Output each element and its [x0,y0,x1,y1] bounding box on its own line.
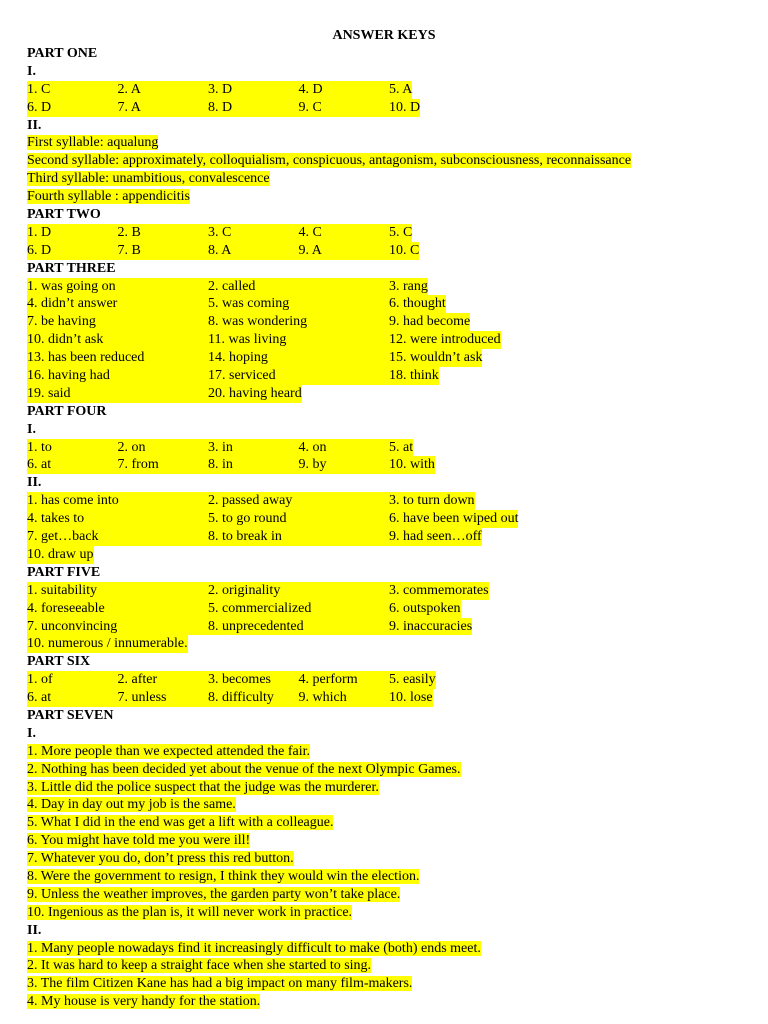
answer-line [27,904,747,922]
answer-row [27,528,747,546]
answer-cell: 8. difficulty [208,689,299,707]
part-six-heading: PART SIX [27,654,91,670]
part-four-heading: PART FOUR [27,403,107,419]
answer-cell: 10. D [389,99,421,115]
answer-cell: 10. C [389,242,420,258]
answer-cell: 3. to turn down [389,493,475,509]
part-four-section-1-label: I. [27,421,36,437]
answer-line [27,850,747,868]
answer-line-text: 8. Were the government to resign, I think they would win the election. [27,868,420,884]
answer-line [27,779,747,797]
answer-line-text: 10. Ingenious as the plan is, it will never work in practice. [27,904,353,920]
answer-line [27,743,747,761]
answer-line-text: 1. More people than we expected attended the fair. [27,743,310,759]
answer-line [27,993,747,1011]
answer-cell: 5. C [389,224,413,240]
answer-cell: 5. at [389,439,414,455]
part-three-heading: PART THREE [27,260,116,276]
answer-cell: 9. A [299,242,390,260]
answer-cell: 3. commemorates [389,582,489,598]
part-seven-section-1-label: I. [27,725,36,741]
part-three-grid [27,278,747,403]
answer-cell: 6. have been wiped out [389,511,519,527]
answer-cell: 2. originality [208,582,389,600]
document-title: ANSWER KEYS [332,28,436,43]
answer-line-text: 9. Unless the weather improves, the garden party won’t take place. [27,886,401,902]
answer-cell: 5. to go round [208,510,389,528]
answer-cell: 7. B [118,242,209,260]
answer-cell: 2. after [118,671,209,689]
answer-cell: 4. takes to [27,510,208,528]
answer-cell: 5. easily [389,672,436,688]
answer-cell: 14. hoping [208,349,389,367]
part-one-section-2-label: II. [27,117,42,133]
answer-row [27,618,747,636]
answer-line-text: 3. Little did the police suspect that the judge was the murderer. [27,779,379,795]
answer-line-text: First syllable: aqualung [27,135,159,151]
answer-cell: 1. D [27,224,118,242]
answer-cell: 15. wouldn’t ask [389,350,483,366]
answer-cell: 6. at [27,689,118,707]
answer-line [27,957,747,975]
answer-cell: 10. with [389,457,435,473]
part-six-grid [27,671,747,707]
answer-cell: 1. has come into [27,492,208,510]
answer-line-text: 5. What I did in the end was get a lift with a colleague. [27,815,334,831]
part-seven-section-2-label: II. [27,922,42,938]
part-seven-heading: PART SEVEN [27,707,114,723]
answer-line [27,134,747,152]
answer-row [27,242,747,260]
answer-cell: 4. D [299,81,390,99]
answer-row [27,224,747,242]
answer-cell: 3. C [208,224,299,242]
answer-line-text: 7. Whatever you do, don’t press this red button. [27,851,294,867]
answer-cell: 1. was going on [27,278,208,296]
answer-cell: 20. having heard [208,385,302,401]
answer-row [27,689,747,707]
answer-cell: 3. rang [389,278,428,294]
answer-cell: 19. said [27,385,208,403]
part-four-section-1-grid [27,439,747,475]
answer-cell: 1. of [27,671,118,689]
answer-line-text: 4. My house is very handy for the station. [27,994,261,1010]
answer-cell: 7. unconvincing [27,618,208,636]
answer-cell: 10. numerous / innumerable. [27,636,188,652]
answer-row [27,456,747,474]
answer-cell: 6. thought [389,296,446,312]
answer-cell: 7. be having [27,313,208,331]
part-five-grid [27,582,747,654]
part-five-heading: PART FIVE [27,564,101,580]
answer-cell: 9. had become [389,314,471,330]
part-four-section-2-grid [27,492,747,564]
answer-cell: 5. A [389,81,413,97]
answer-row [27,81,747,99]
answer-line [27,188,747,206]
answer-cell: 8. to break in [208,528,389,546]
part-four-section-2-label: II. [27,475,42,491]
part-one-heading: PART ONE [27,46,98,61]
answer-line-text: Fourth syllable : appendicitis [27,189,190,205]
answer-cell: 1. C [27,81,118,99]
part-one-section-1-label: I. [27,63,36,79]
part-two-grid [27,224,747,260]
answer-cell: 6. D [27,242,118,260]
answer-line-text: 2. Nothing has been decided yet about the venue of the next Olympic Games. [27,761,461,777]
answer-cell: 10. lose [389,690,433,706]
answer-row [27,582,747,600]
answer-row [27,439,747,457]
answer-cell: 13. has been reduced [27,349,208,367]
answer-line [27,796,747,814]
answer-line [27,940,747,958]
answer-cell: 3. D [208,81,299,99]
answer-line-text: Second syllable: approximately, colloquialism, conspicuous, antagonism, subconsciousness, reconnaissance [27,153,632,169]
answer-cell: 9. had seen…off [389,529,482,545]
answer-row [27,367,747,385]
part-two-heading: PART TWO [27,207,101,223]
answer-cell: 12. were introduced [389,332,501,348]
answer-line-text: 2. It was hard to keep a straight face when she started to sing. [27,958,372,974]
answer-cell: 8. unprecedented [208,618,389,636]
answer-cell: 2. B [118,224,209,242]
part-one-section-2-lines [27,134,747,206]
answer-cell: 3. in [208,439,299,457]
answer-cell: 17. serviced [208,367,389,385]
answer-row [27,278,747,296]
answer-row [27,331,747,349]
answer-cell: 8. was wondering [208,313,389,331]
answer-cell: 10. didn’t ask [27,331,208,349]
answer-row [27,671,747,689]
answer-row [27,385,747,403]
answer-row [27,295,747,313]
answer-cell: 4. C [299,224,390,242]
answer-cell: 7. from [118,456,209,474]
document-body [27,45,747,1011]
answer-cell: 6. at [27,456,118,474]
answer-cell: 5. was coming [208,295,389,313]
answer-row [27,635,747,653]
answer-cell: 4. on [299,439,390,457]
answer-cell: 9. inaccuracies [389,618,473,634]
answer-cell: 5. commercialized [208,600,389,618]
answer-line [27,975,747,993]
answer-cell: 7. unless [118,689,209,707]
answer-cell: 9. C [299,99,390,117]
answer-cell: 7. A [118,99,209,117]
part-seven-section-1-lines [27,743,747,922]
answer-line-text: Third syllable: unambitious, convalescence [27,171,270,187]
answer-line [27,152,747,170]
answer-cell: 6. outspoken [389,600,461,616]
answer-line-text: 4. Day in day out my job is the same. [27,797,236,813]
part-seven-section-2-lines [27,940,747,1012]
answer-cell: 1. to [27,439,118,457]
answer-line-text: 3. The film Citizen Kane has had a big impact on many film-makers. [27,976,413,992]
answer-cell: 10. draw up [27,546,94,562]
answer-cell: 6. D [27,99,118,117]
answer-line-text: 6. You might have told me you were ill! [27,833,251,849]
part-one-section-1-grid [27,81,747,117]
answer-row [27,313,747,331]
answer-line [27,814,747,832]
answer-cell: 2. on [118,439,209,457]
answer-line [27,868,747,886]
answer-cell: 2. called [208,278,389,296]
answer-cell: 7. get…back [27,528,208,546]
answer-cell: 8. in [208,456,299,474]
answer-row [27,349,747,367]
answer-line [27,170,747,188]
answer-row [27,546,747,564]
answer-line [27,761,747,779]
answer-cell: 4. perform [299,671,390,689]
answer-row [27,99,747,117]
answer-cell: 2. A [118,81,209,99]
answer-line [27,886,747,904]
answer-cell: 9. by [299,456,390,474]
answer-line-text: 1. Many people nowadays find it increasingly difficult to make (both) ends meet. [27,940,481,956]
answer-cell: 8. D [208,99,299,117]
answer-cell: 3. becomes [208,671,299,689]
answer-cell: 16. having had [27,367,208,385]
answer-cell: 11. was living [208,331,389,349]
answer-line [27,832,747,850]
answer-cell: 4. foreseeable [27,600,208,618]
answer-cell: 2. passed away [208,492,389,510]
answer-cell: 8. A [208,242,299,260]
answer-cell: 9. which [299,689,390,707]
answer-row [27,600,747,618]
answer-row [27,510,747,528]
answer-cell: 1. suitability [27,582,208,600]
answer-cell: 18. think [389,368,439,384]
answer-row [27,492,747,510]
answer-cell: 4. didn’t answer [27,295,208,313]
